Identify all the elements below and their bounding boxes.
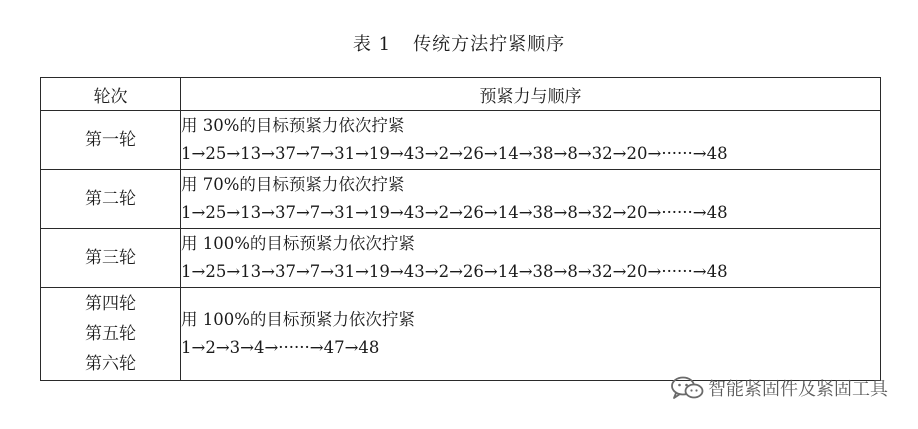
- tightening-sequence-table: [40, 77, 881, 381]
- preload-target: 用 100%的目标预紧力依次拧紧: [181, 234, 415, 253]
- table-title: 传统方法拧紧顺序: [413, 34, 566, 55]
- wechat-icon: [670, 376, 704, 400]
- bolt-sequence: 1→25→13→37→7→31→19→43→2→26→14→38→8→32→20→······→48: [181, 144, 728, 163]
- bolt-sequence: 1→25→13→37→7→31→19→43→2→26→14→38→8→32→20→······→48: [181, 262, 728, 281]
- header-preload-sequence: 预紧力与顺序: [181, 78, 881, 111]
- table-caption: [0, 30, 918, 56]
- preload-cell: [181, 288, 881, 381]
- preload-cell: [181, 111, 881, 170]
- round-cell: [41, 288, 181, 381]
- round-label: 第二轮: [85, 189, 136, 209]
- round-cell: [41, 111, 181, 170]
- round-label: 第一轮: [85, 130, 136, 150]
- bolt-sequence: 1→2→3→4→······→47→48: [181, 338, 380, 357]
- watermark: [670, 375, 888, 401]
- round-cell: [41, 170, 181, 229]
- preload-target: 用 30%的目标预紧力依次拧紧: [181, 116, 405, 135]
- table-row: [41, 288, 881, 381]
- header-row: [41, 78, 881, 111]
- round-label: 第五轮: [85, 324, 136, 344]
- round-label: 第三轮: [85, 248, 136, 268]
- table-row: [41, 170, 881, 229]
- bolt-sequence: 1→25→13→37→7→31→19→43→2→26→14→38→8→32→20→······→48: [181, 203, 728, 222]
- round-cell: [41, 229, 181, 288]
- table-row: [41, 229, 881, 288]
- header-round: 轮次: [41, 78, 181, 111]
- round-label: 第四轮: [85, 294, 136, 314]
- round-label: 第六轮: [85, 354, 136, 374]
- preload-cell: [181, 170, 881, 229]
- table-number: 表 1: [352, 34, 392, 55]
- watermark-text: 智能紧固件及紧固工具: [708, 379, 888, 400]
- preload-target: 用 100%的目标预紧力依次拧紧: [181, 310, 415, 329]
- preload-cell: [181, 229, 881, 288]
- preload-target: 用 70%的目标预紧力依次拧紧: [181, 175, 405, 194]
- table-row: [41, 111, 881, 170]
